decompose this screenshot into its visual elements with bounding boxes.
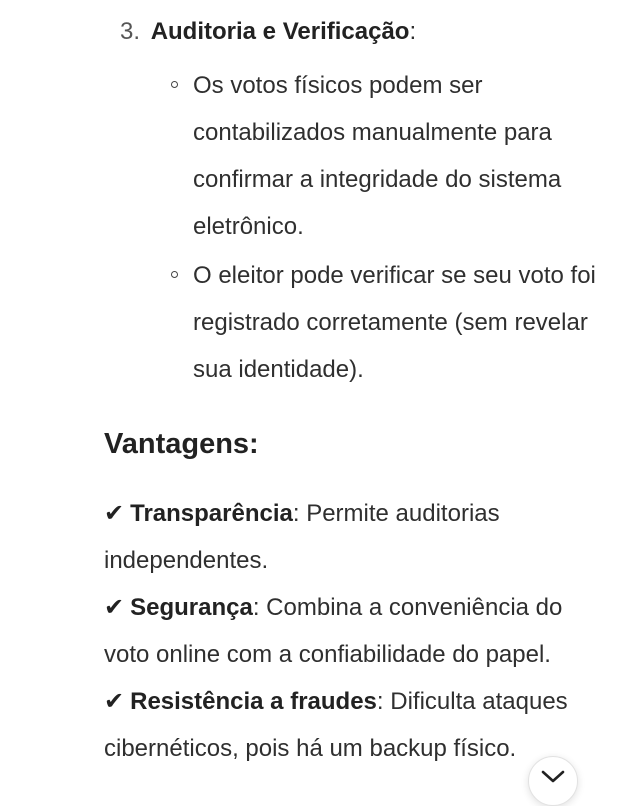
- list-item: [168, 62, 608, 250]
- advantage-name: Resistência a fraudes: [130, 688, 377, 715]
- numbered-item-title: Auditoria e Verificação: [150, 18, 410, 45]
- advantage-name: Segurança: [130, 594, 253, 621]
- hollow-circle-icon: [171, 271, 178, 278]
- list-number: 3.: [120, 18, 141, 45]
- list-item-text: Os votos físicos podem ser contabilizados manualmente para confirmar a integridade do sistema eletrônico.: [193, 72, 562, 240]
- advantages-list: [104, 490, 604, 772]
- section-heading-vantagens: Vantagens:: [104, 428, 259, 460]
- check-mark-icon: ✔: [104, 594, 125, 621]
- advantage-item: [104, 490, 604, 584]
- chevron-down-icon: [541, 770, 565, 784]
- advantage-text: Combina a conveniência do voto online com a confiabilidade do papel.: [104, 594, 563, 668]
- hollow-circle-icon: [171, 81, 178, 88]
- advantage-separator: :: [376, 688, 384, 715]
- check-mark-icon: ✔: [104, 500, 125, 527]
- sub-bullet-list: [168, 62, 608, 395]
- advantage-text: Permite auditorias independentes.: [104, 500, 500, 574]
- check-mark-icon: ✔: [104, 688, 125, 715]
- advantage-text: Dificulta ataques cibernéticos, pois há um backup físico.: [104, 688, 568, 762]
- advantage-item: [104, 584, 604, 678]
- list-item-text: O eleitor pode verificar se seu voto foi registrado corretamente (sem revelar sua identidade).: [193, 262, 596, 383]
- scroll-down-button[interactable]: [528, 756, 578, 806]
- advantage-item: [104, 678, 604, 772]
- advantage-name: Transparência: [130, 500, 293, 527]
- advantage-separator: :: [292, 500, 300, 527]
- advantage-separator: :: [252, 594, 260, 621]
- numbered-item-auditoria: [120, 14, 416, 50]
- list-item: [168, 252, 608, 393]
- numbered-item-colon: :: [409, 18, 417, 45]
